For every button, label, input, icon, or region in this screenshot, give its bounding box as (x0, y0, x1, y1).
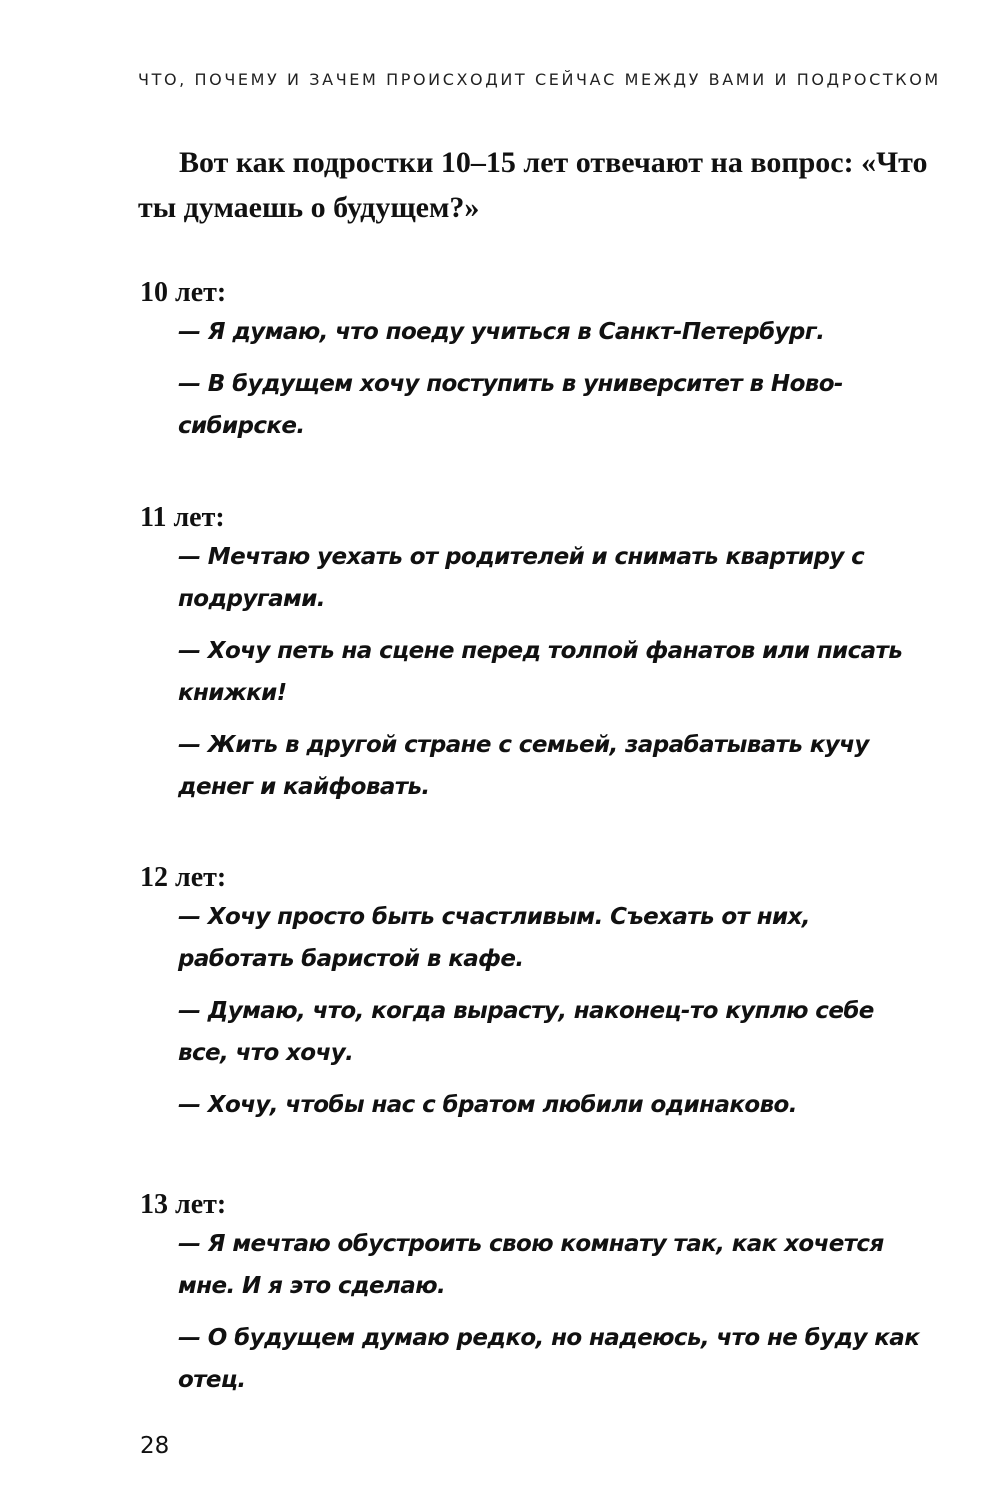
running-head: ЧТО, ПОЧЕМУ И ЗАЧЕМ ПРОИСХОДИТ СЕЙЧАС МЕЖДУ ВАМИ И ПОДРОСТКОМ (138, 70, 941, 89)
answer-quote: — Думаю, что, когда вырасту, наконец-то куплю себе все, что хочу. (178, 998, 874, 1066)
age-heading: 11 лет: (140, 502, 225, 533)
intro-paragraph: Вот как подростки 10–15 лет отвечают на вопрос: «Что ты думаешь о будущем?» (138, 146, 928, 224)
answer-quote: — Хочу, чтобы нас с братом любили одинаково. (178, 1092, 797, 1118)
age-group-13 (140, 1187, 920, 1411)
age-group-11 (140, 500, 920, 818)
answer-quote: — Я думаю, что поеду учиться в Санкт-Петербург. (178, 319, 825, 345)
answer-quote: — О будущем думаю редко, но надеюсь, что не буду как отец. (178, 1325, 920, 1393)
answer-quote: — Я мечтаю обустроить свою комнату так, как хочется мне. И я это сделаю. (178, 1231, 884, 1299)
answer-quote: — В будущем хочу поступить в университет в Ново-сибирске. (178, 371, 843, 439)
age-heading: 12 лет: (140, 862, 227, 893)
age-heading: 10 лет: (140, 277, 227, 308)
answer-quote: — Хочу просто быть счастливым. Съехать от них, работать баристой в кафе. (178, 904, 810, 972)
answer-quote: — Хочу петь на сцене перед толпой фанатов или писать книжки! (178, 638, 903, 706)
page-number: 28 (140, 1433, 170, 1459)
age-heading: 13 лет: (140, 1189, 227, 1220)
age-group-12 (140, 860, 920, 1136)
answer-quote: — Мечтаю уехать от родителей и снимать квартиру с подругами. (178, 544, 865, 612)
answer-quote: — Жить в другой стране с семьей, зарабатывать кучу денег и кайфовать. (178, 732, 869, 800)
age-group-10 (140, 275, 920, 457)
